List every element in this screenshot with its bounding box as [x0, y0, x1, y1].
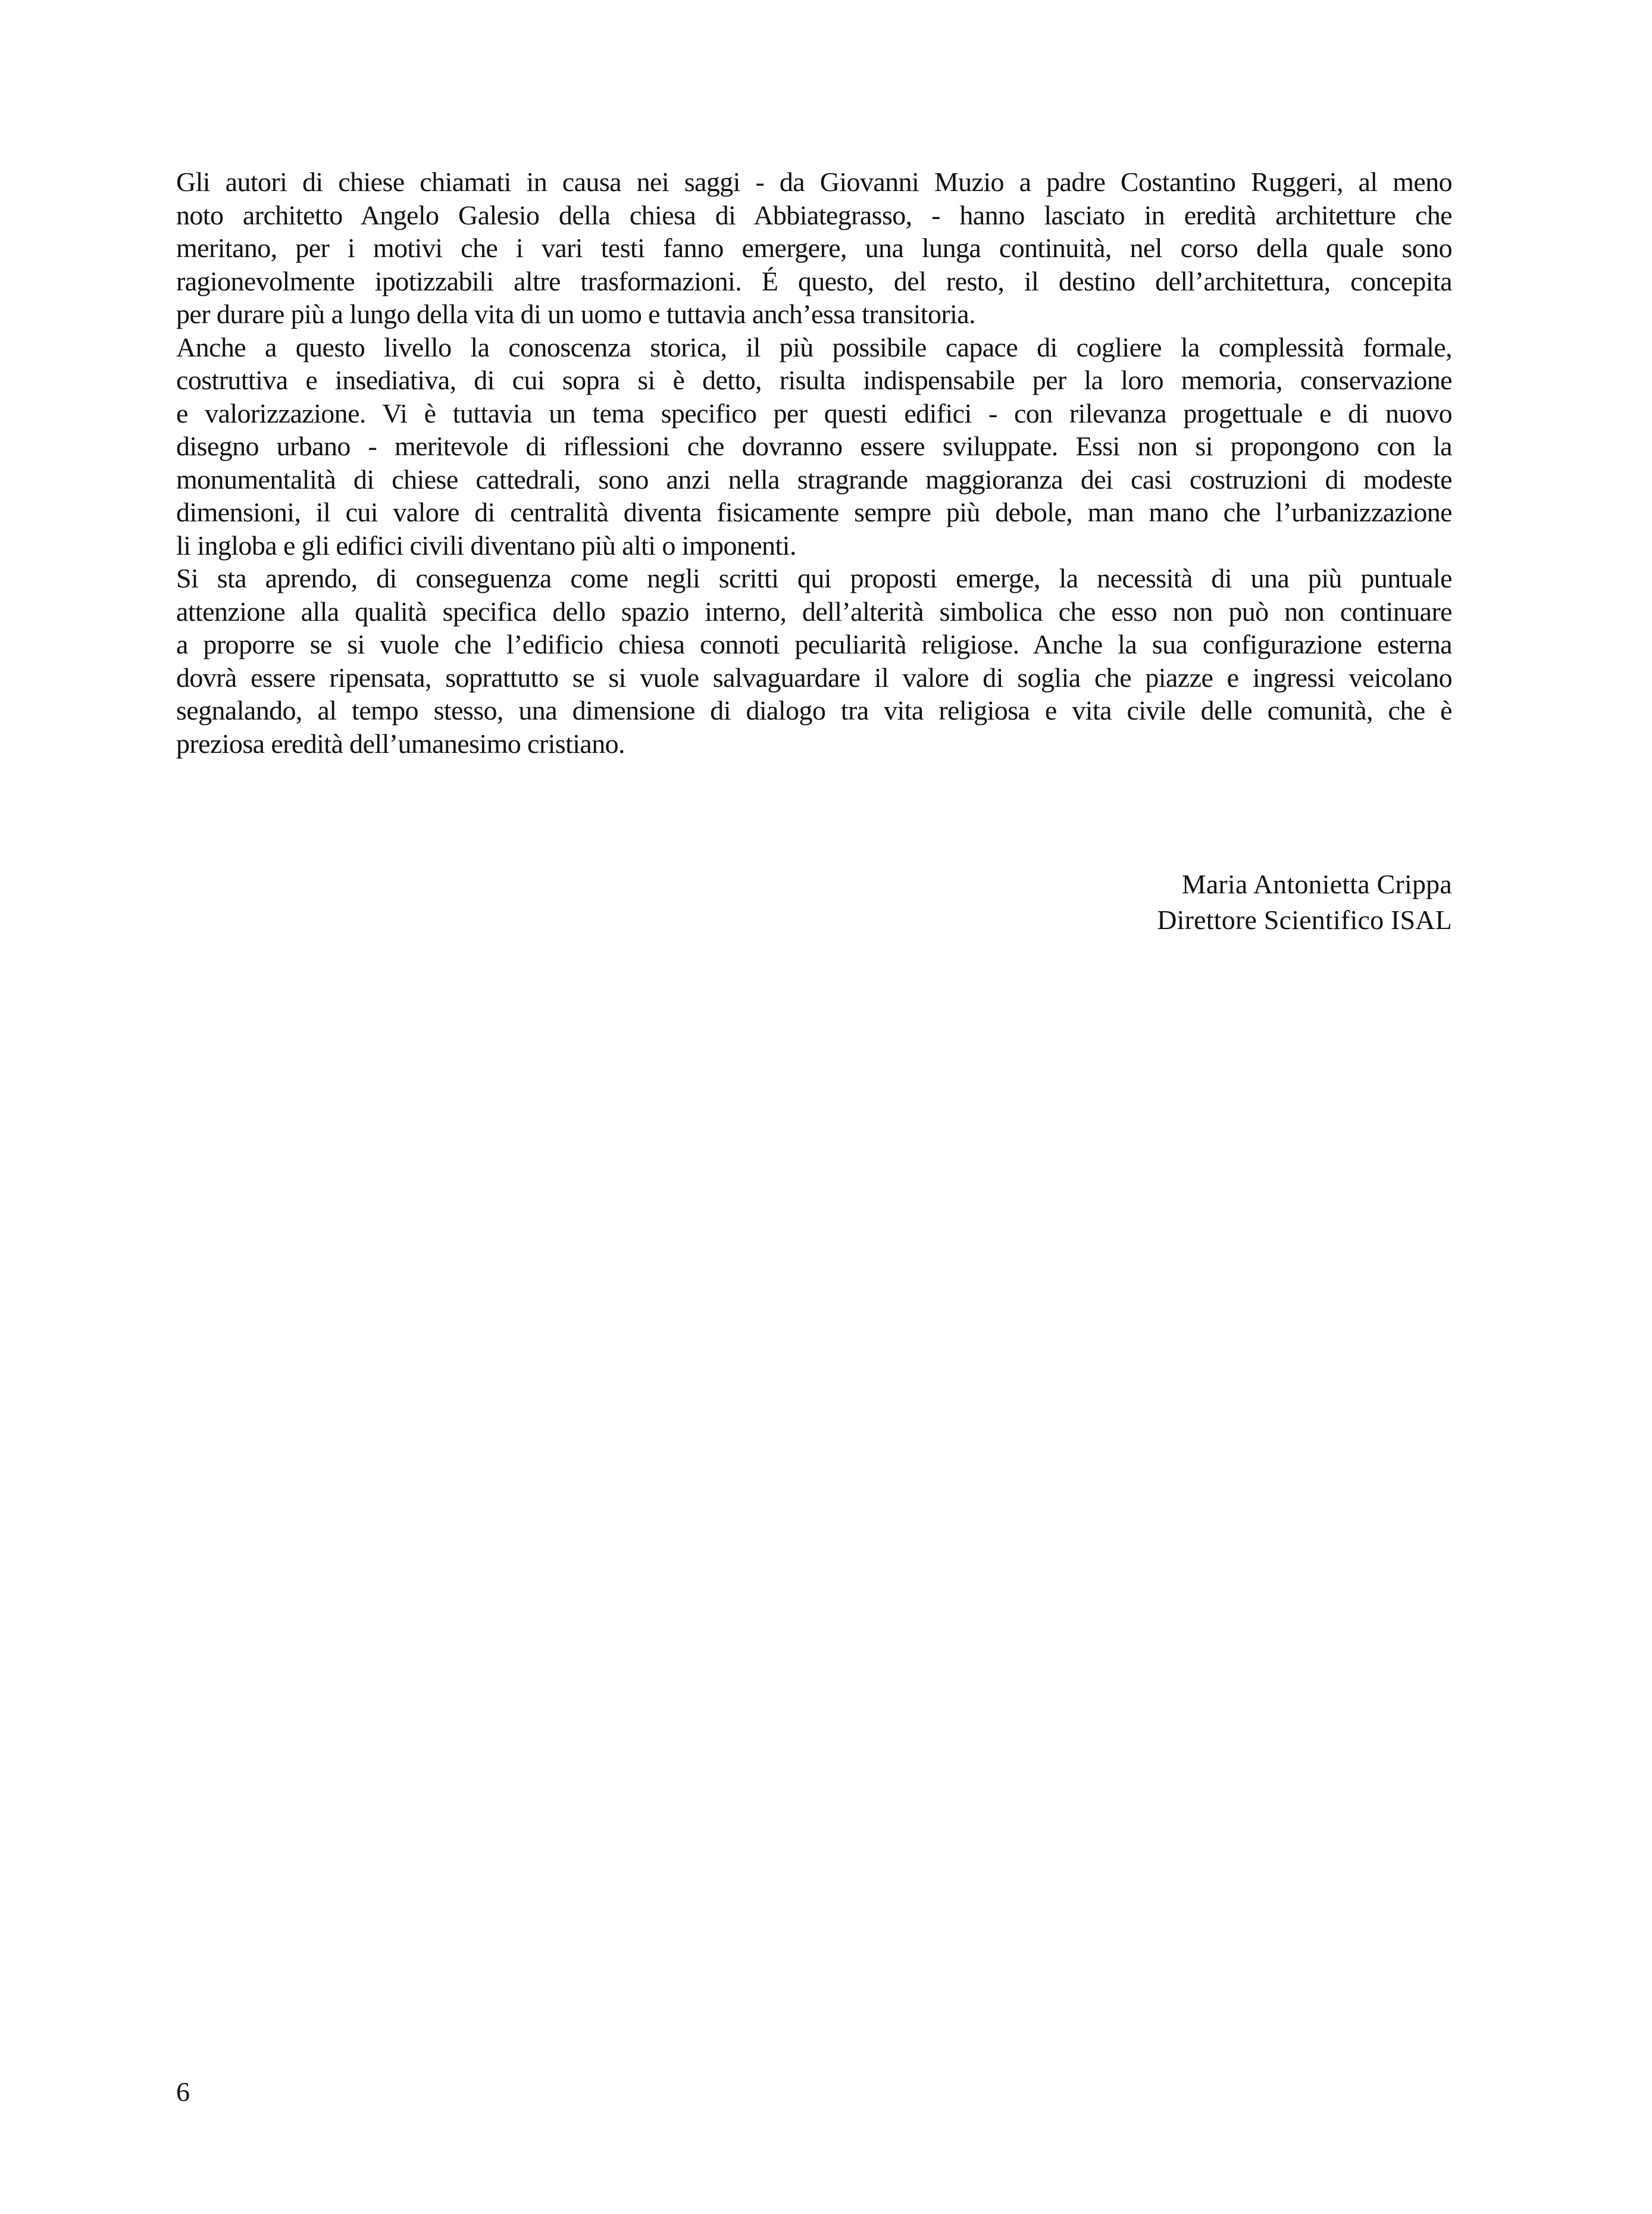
body-text [176, 165, 1452, 760]
text-line: li ingloba e gli edifici civili diventano più alti o imponenti. [176, 530, 796, 561]
text-line: preziosa eredità dell’umanesimo cristiano. [176, 728, 625, 759]
author-title: Direttore Scientifico ISAL [1157, 905, 1452, 935]
text-line: a proporre se si vuole che l’edificio chiesa connoti peculiarità religiose. Anche la sua configurazione esterna [176, 629, 1452, 659]
text-line: dimensioni, il cui valore di centralità diventa fisicamente sempre più debole, man mano che l’urbanizzazione [176, 497, 1452, 527]
text-line: dovrà essere ripensata, soprattutto se si vuole salvaguardare il valore di soglia che piazze e ingressi veicolano [176, 662, 1452, 693]
text-line: Anche a questo livello la conoscenza storica, il più possibile capace di cogliere la complessità formale, [176, 332, 1452, 362]
page-number: 6 [176, 2077, 190, 2107]
text-line: Gli autori di chiese chiamati in causa nei saggi - da Giovanni Muzio a padre Costantino Ruggeri, al meno [176, 167, 1452, 197]
text-line: noto architetto Angelo Galesio della chiesa di Abbiategrasso, - hanno lasciato in eredità architetture che [176, 199, 1452, 230]
author-name: Maria Antonietta Crippa [1181, 869, 1452, 899]
paragraph-1 [176, 165, 1452, 331]
text-line: Si sta aprendo, di conseguenza come negli scritti qui proposti emerge, la necessità di una più puntuale [176, 563, 1452, 593]
text-line: monumentalità di chiese cattedrali, sono anzi nella stragrande maggioranza dei casi costruzioni di modeste [176, 464, 1452, 495]
text-line: per durare più a lungo della vita di un uomo e tuttavia anch’essa transitoria. [176, 299, 975, 329]
signature-block [1157, 867, 1452, 938]
text-line: costruttiva e insediativa, di cui sopra si è detto, risulta indispensabile per la loro memoria, conservazione [176, 365, 1452, 395]
text-line: ragionevolmente ipotizzabili altre trasformazioni. É questo, del resto, il destino dell’architettura, concepita [176, 265, 1452, 296]
text-line: e valorizzazione. Vi è tuttavia un tema specifico per questi edifici - con rilevanza progettuale e di nuovo [176, 398, 1452, 429]
text-line: disegno urbano - meritevole di riflessioni che dovranno essere sviluppate. Essi non si propongono con la [176, 431, 1452, 461]
paragraph-3 [176, 562, 1452, 760]
text-line: meritano, per i motivi che i vari testi fanno emergere, una lunga continuità, nel corso della quale sono [176, 233, 1452, 263]
paragraph-2 [176, 331, 1452, 562]
text-line: attenzione alla qualità specifica dello spazio interno, dell’alterità simbolica che esso non può non continuare [176, 596, 1452, 627]
text-line: segnalando, al tempo stesso, una dimensione di dialogo tra vita religiosa e vita civile delle comunità, che è [176, 695, 1452, 726]
